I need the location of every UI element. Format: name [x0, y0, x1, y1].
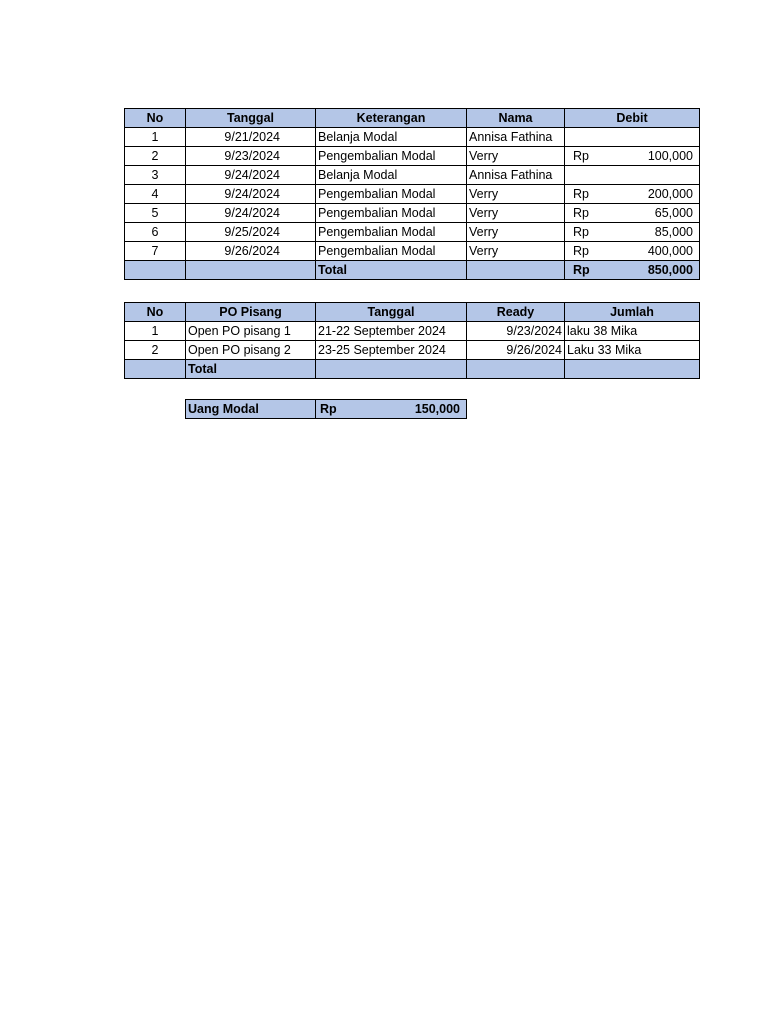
total-debit	[565, 261, 700, 280]
cell-nama: Verry	[467, 185, 565, 204]
currency-label: Rp	[573, 263, 590, 277]
cell-no: 1	[125, 322, 186, 341]
po-table	[124, 302, 700, 379]
modal-value	[316, 400, 467, 419]
cell-keterangan: Pengembalian Modal	[316, 147, 467, 166]
header-ready: Ready	[467, 303, 565, 322]
modal-row	[186, 400, 467, 419]
cell-debit	[565, 223, 700, 242]
table-row	[125, 128, 700, 147]
currency-label: Rp	[573, 225, 589, 239]
uang-modal-table	[185, 399, 467, 419]
currency-label: Rp	[573, 187, 589, 201]
currency-label: Rp	[573, 149, 589, 163]
header-tanggal: Tanggal	[186, 109, 316, 128]
cell-nama: Annisa Fathina	[467, 128, 565, 147]
cell-debit	[565, 147, 700, 166]
total-label: Total	[186, 360, 316, 379]
amount-value: 400,000	[647, 244, 693, 258]
modal-label: Uang Modal	[186, 400, 316, 419]
header-debit: Debit	[565, 109, 700, 128]
cell-empty	[565, 360, 700, 379]
cell-debit	[565, 128, 700, 147]
header-jumlah: Jumlah	[565, 303, 700, 322]
cell-nama: Verry	[467, 147, 565, 166]
cell-tanggal: 9/21/2024	[186, 128, 316, 147]
cell-keterangan: Pengembalian Modal	[316, 223, 467, 242]
currency-label: Rp	[573, 244, 589, 258]
table-row	[125, 341, 700, 360]
cell-jumlah: Laku 33 Mika	[565, 341, 700, 360]
cell-keterangan: Pengembalian Modal	[316, 242, 467, 261]
cell-po: Open PO pisang 2	[186, 341, 316, 360]
cell-keterangan: Pengembalian Modal	[316, 204, 467, 223]
cell-no: 4	[125, 185, 186, 204]
cell-tanggal: 21-22 September 2024	[316, 322, 467, 341]
cell-no: 2	[125, 147, 186, 166]
cell-nama: Verry	[467, 242, 565, 261]
table-row	[125, 185, 700, 204]
currency-label: Rp	[573, 206, 589, 220]
table-row	[125, 166, 700, 185]
cell-debit	[565, 166, 700, 185]
total-row	[125, 360, 700, 379]
total-label: Total	[316, 261, 467, 280]
cell-ready: 9/26/2024	[467, 341, 565, 360]
total-row	[125, 261, 700, 280]
cell-no: 6	[125, 223, 186, 242]
cell-nama: Verry	[467, 204, 565, 223]
amount-value: 65,000	[654, 206, 693, 220]
header-keterangan: Keterangan	[316, 109, 467, 128]
amount-value: 100,000	[647, 149, 693, 163]
cell-no: 1	[125, 128, 186, 147]
cell-empty	[186, 261, 316, 280]
table-row	[125, 242, 700, 261]
header-po-pisang: PO Pisang	[186, 303, 316, 322]
cell-keterangan: Belanja Modal	[316, 128, 467, 147]
cell-no: 5	[125, 204, 186, 223]
cell-empty	[467, 360, 565, 379]
cell-empty	[125, 360, 186, 379]
cell-debit	[565, 204, 700, 223]
cell-debit	[565, 242, 700, 261]
cell-keterangan: Pengembalian Modal	[316, 185, 467, 204]
cell-tanggal: 9/24/2024	[186, 166, 316, 185]
cell-empty	[316, 360, 467, 379]
cell-ready: 9/23/2024	[467, 322, 565, 341]
table-row	[125, 204, 700, 223]
amount-value: 85,000	[654, 225, 693, 239]
header-row	[125, 109, 700, 128]
cell-debit	[565, 185, 700, 204]
total-amount: 850,000	[647, 263, 693, 277]
cell-tanggal: 9/25/2024	[186, 223, 316, 242]
cell-nama: Annisa Fathina	[467, 166, 565, 185]
cell-tanggal: 9/24/2024	[186, 204, 316, 223]
header-row	[125, 303, 700, 322]
cell-tanggal: 9/23/2024	[186, 147, 316, 166]
header-tanggal: Tanggal	[316, 303, 467, 322]
cell-keterangan: Belanja Modal	[316, 166, 467, 185]
cell-no: 3	[125, 166, 186, 185]
cell-no: 2	[125, 341, 186, 360]
header-no: No	[125, 303, 186, 322]
table-row	[125, 147, 700, 166]
cell-tanggal: 23-25 September 2024	[316, 341, 467, 360]
header-no: No	[125, 109, 186, 128]
cell-nama: Verry	[467, 223, 565, 242]
cell-tanggal: 9/24/2024	[186, 185, 316, 204]
currency-label: Rp	[320, 402, 337, 416]
table-row	[125, 223, 700, 242]
table-row	[125, 322, 700, 341]
cell-empty	[467, 261, 565, 280]
cell-empty	[125, 261, 186, 280]
cell-jumlah: laku 38 Mika	[565, 322, 700, 341]
cell-tanggal: 9/26/2024	[186, 242, 316, 261]
cell-no: 7	[125, 242, 186, 261]
debit-table	[124, 108, 700, 280]
header-nama: Nama	[467, 109, 565, 128]
modal-amount: 150,000	[414, 402, 460, 416]
cell-po: Open PO pisang 1	[186, 322, 316, 341]
amount-value: 200,000	[647, 187, 693, 201]
